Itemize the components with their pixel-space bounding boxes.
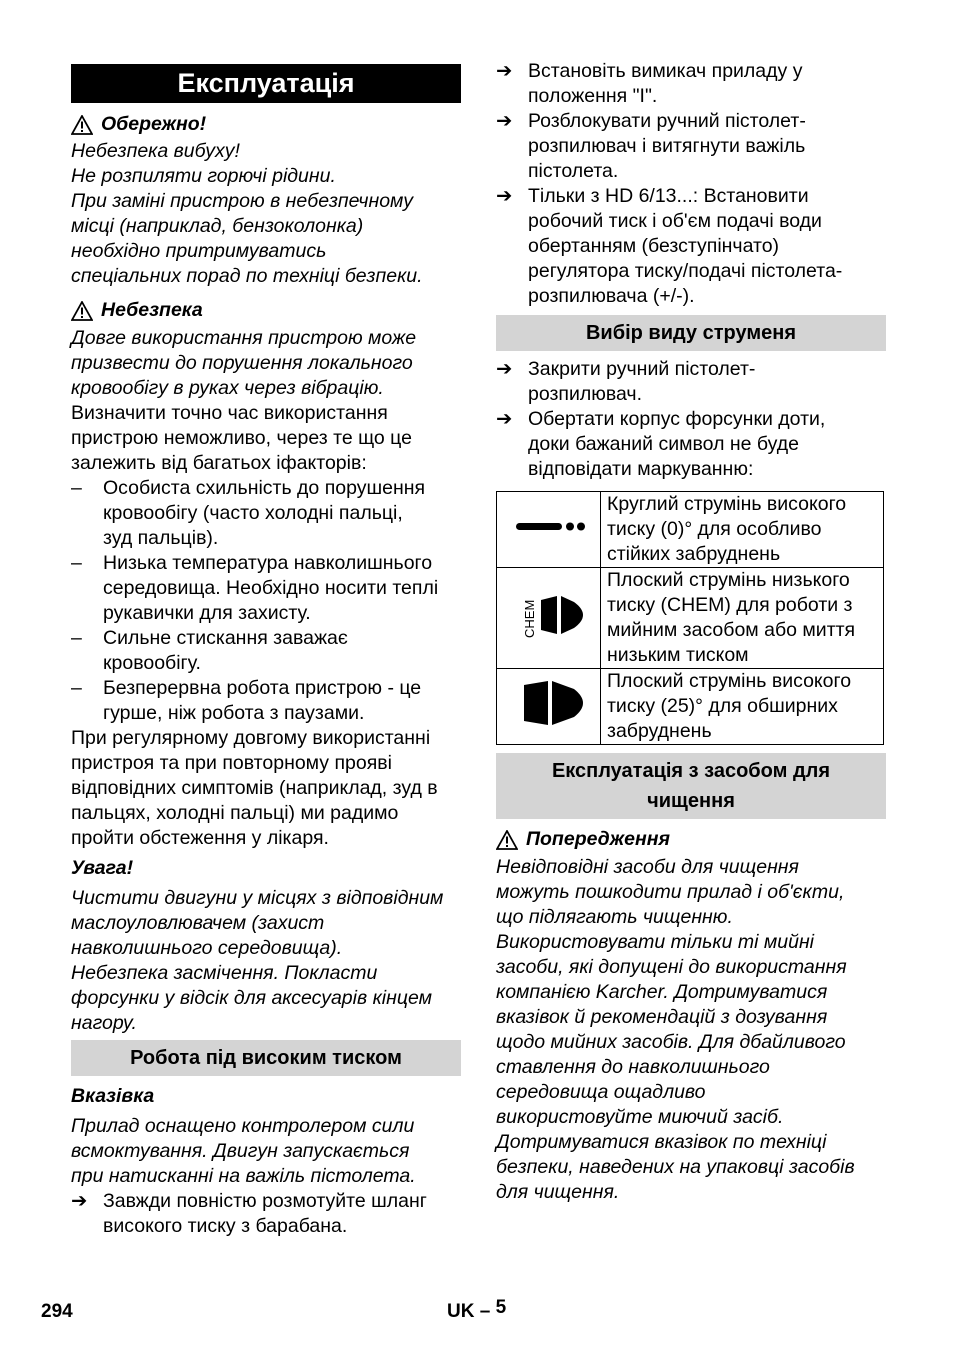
warning-line: Використовувати тільки ті мийні (496, 931, 815, 953)
arrow-right-icon: ➔ (496, 60, 513, 82)
warning-line: компанією Karcher. Дотримуватися (496, 981, 828, 1003)
attention-line: Небезпека засмічення. Покласти (71, 962, 378, 984)
list-item-line: Безперервна робота пристрою - це (103, 677, 422, 699)
factors-list (71, 476, 461, 726)
table-row (497, 669, 884, 745)
language-code: UK (447, 1301, 475, 1322)
nozzle-desc-cell (601, 669, 884, 745)
arrow-right-icon: ➔ (496, 358, 513, 380)
list-item-line: Низька температура навколишнього (103, 552, 433, 574)
attention-line: нагору. (71, 1012, 137, 1034)
jet-steps (496, 357, 886, 482)
advice-line: пристроя та при повторному прояві (71, 752, 392, 774)
chem-label: CHEM (521, 599, 537, 638)
footer-dash: – (479, 1301, 491, 1322)
jet-type-heading-text: Вибір виду струменя (585, 322, 797, 344)
nozzle-desc-line: тиску (0)° для особливо (607, 518, 822, 540)
section-page-label (447, 1299, 506, 1324)
flat-jet-icon (504, 673, 594, 733)
attention-line: Чистити двигуни у місцях з відповідним (71, 887, 444, 909)
warning-line: безпеки, наведених на упаковці засобів (496, 1156, 855, 1178)
danger-label: Небезпека (101, 299, 203, 321)
note-line: при натисканні на важіль пістолета. (71, 1165, 416, 1187)
nozzle-symbol-cell (497, 492, 601, 568)
note-label: Вказівка (71, 1085, 155, 1107)
dash-mark: – (71, 552, 82, 574)
step-line: пістолета. (528, 160, 619, 182)
step-line: Встановіть вимикач приладу у (528, 60, 803, 82)
step-line: Закрити ручний пістолет- (528, 358, 756, 380)
list-item-line: гурше, ніж робота з паузами. (103, 702, 365, 724)
nozzle-desc-cell (601, 492, 884, 568)
danger-line: залежить від багатьох іфакторів: (71, 452, 367, 474)
nozzle-desc-line: низьким тиском (607, 644, 749, 666)
step-line: обертанням (безступінчато) (528, 235, 780, 257)
list-item (71, 476, 461, 551)
attention-line: форсунки у відсік для аксесуарів кінцем (71, 987, 432, 1009)
warning-triangle-icon (496, 830, 518, 850)
danger-line: призвести до порушення локального (71, 352, 413, 374)
step-line: Розблокувати ручний пістолет- (528, 110, 806, 132)
warning-text (496, 855, 886, 1205)
list-item-line: Сильне стискання заважає (103, 627, 348, 649)
high-pressure-block (71, 1084, 461, 1239)
list-item (496, 357, 886, 407)
list-item-line: рукавички для захисту. (103, 602, 311, 624)
round-jet-icon (504, 511, 594, 541)
page-number: 294 (41, 1301, 73, 1322)
danger-text (71, 326, 461, 476)
advice-line: пройти обстеження у лікаря. (71, 827, 329, 849)
steps-top (496, 59, 886, 309)
list-item (496, 407, 886, 482)
attention-label: Увага! (71, 857, 134, 879)
step-line: розпилювач і витягнути важіль (528, 135, 806, 157)
danger-line: пристрою неможливо, через те що це (71, 427, 412, 449)
warning-line: вказівок й рекомендацій з дозування (496, 1006, 828, 1028)
caution-line: місці (наприклад, бензоколонка) (71, 215, 364, 237)
nozzle-desc-line: тиску (25)° для обширних (607, 695, 838, 717)
nozzle-desc-cell (601, 568, 884, 669)
detergent-heading-line: Експлуатація з засобом для (551, 760, 831, 782)
danger-line: Довге використання пристрою може (71, 327, 417, 349)
warning-triangle-icon (71, 301, 93, 321)
high-pressure-heading (71, 1040, 461, 1076)
danger-line: Визначити точно час використання (71, 402, 388, 424)
nozzle-desc-line: стійких забруднень (607, 543, 781, 565)
list-item-line: кровообігу. (103, 652, 201, 674)
nozzle-desc-line: тиску (CHEM) для роботи з (607, 594, 853, 616)
list-item (71, 1189, 461, 1239)
caution-line: необхідно притримуватись (71, 240, 327, 262)
nozzle-desc-line: мийним засобом або миття (607, 619, 856, 641)
note-line: Прилад оснащено контролером сили (71, 1115, 415, 1137)
list-item (71, 676, 461, 726)
danger-line: кровообігу в руках через вібрацію. (71, 377, 384, 399)
warning-line: ставлення до навколишнього (496, 1056, 770, 1078)
warning-line: Невідповідні засоби для чищення (496, 856, 799, 878)
list-item-line: кровообігу (часто холодні пальці, (103, 502, 403, 524)
list-item (496, 59, 886, 109)
caution-text (71, 139, 461, 289)
high-pressure-heading-text: Робота під високим тиском (130, 1047, 402, 1069)
attention-line: маслоуловлювачем (захист (71, 912, 325, 934)
arrow-right-icon: ➔ (71, 1190, 88, 1212)
list-item (496, 184, 886, 309)
note-text (71, 1114, 461, 1189)
warning-line: можуть пошкодити прилад і об'єкти, (496, 881, 845, 903)
caution-line: спеціальних порад по техніці безпеки. (71, 265, 423, 287)
step-line: регулятора тиску/подачі пістолета- (528, 260, 843, 282)
table-row (497, 492, 884, 568)
step-line: Завжди повністю розмотуйте шланг (103, 1190, 427, 1212)
advice-text (71, 726, 461, 851)
table-row (497, 568, 884, 669)
warning-heading (496, 827, 886, 852)
danger-heading (71, 298, 461, 323)
attention-line: навколишнього середовища). (71, 937, 343, 959)
jet-type-heading (496, 315, 886, 351)
warning-line: використовуйте миючий засіб. (496, 1106, 784, 1128)
step-line: високого тиску з барабана. (103, 1215, 348, 1237)
caution-heading (71, 112, 461, 137)
detergent-heading (496, 753, 886, 819)
step-line: робочий тиск і об'єм подачі води (528, 210, 822, 232)
nozzle-symbol-cell (497, 669, 601, 745)
nozzle-table (496, 491, 884, 745)
step-line: Тільки з HD 6/13...: Встановити (528, 185, 809, 207)
dash-mark: – (71, 477, 82, 499)
advice-line: відповідних симптомів (наприклад, зуд в (71, 777, 438, 799)
dash-mark: – (71, 627, 82, 649)
arrow-right-icon: ➔ (496, 408, 513, 430)
step-line: доки бажаний символ не буде (528, 433, 799, 455)
step-line: Обертати корпус форсунки доти, (528, 408, 826, 430)
caution-block (71, 112, 461, 1036)
step-line: розпилювача (+/-). (528, 285, 695, 307)
note-line: всмоктування. Двигун запускається (71, 1140, 410, 1162)
section-title (71, 64, 461, 103)
advice-line: пальцях, холодні пальці) ми радимо (71, 802, 399, 824)
nozzle-desc-line: Круглий струмінь високого (607, 493, 847, 515)
caution-label: Обережно! (101, 113, 207, 135)
arrow-right-icon: ➔ (496, 110, 513, 132)
section-page-number: 5 (495, 1297, 507, 1318)
warning-line: Дотримуватися вказівок по техніці (496, 1131, 827, 1153)
step-line: розпилювач. (528, 383, 643, 405)
warning-triangle-icon (71, 115, 93, 135)
list-item (71, 551, 461, 626)
list-item (496, 109, 886, 184)
nozzle-desc-line: Плоский струмінь низького (607, 569, 850, 591)
section-title-text: Експлуатація (177, 68, 355, 98)
advice-line: При регулярному довгому використанні (71, 727, 431, 749)
list-item (71, 626, 461, 676)
caution-line: При заміні пристрою в небезпечному (71, 190, 413, 212)
warning-line: середовища ощадливо (496, 1081, 706, 1103)
detergent-heading-line: чищення (647, 790, 735, 812)
warning-line: засоби, які допущені до використання (496, 956, 847, 978)
step-line: положення "I". (528, 85, 658, 107)
warning-line: що підлягають чищенню. (496, 906, 733, 928)
list-item-line: Особиста схильність до порушення (103, 477, 426, 499)
arrow-right-icon: ➔ (496, 185, 513, 207)
caution-line: Не розпиляти горючі рідини. (71, 165, 336, 187)
warning-label: Попередження (526, 828, 670, 850)
nozzle-desc-line: забруднень (607, 720, 712, 742)
step-line: відповідати маркуванню: (528, 458, 754, 480)
warning-line: щодо мийних засобів. Для дбайливого (496, 1031, 846, 1053)
caution-line: Небезпека вибуху! (71, 140, 240, 162)
nozzle-symbol-cell (497, 568, 601, 669)
nozzle-desc-line: Плоский струмінь високого (607, 670, 852, 692)
list-item-line: зуд пальців). (103, 527, 219, 549)
warning-line: для чищення. (496, 1181, 620, 1203)
dash-mark: – (71, 677, 82, 699)
attention-text (71, 886, 461, 1036)
list-item-line: середовища. Необхідно носити теплі (103, 577, 439, 599)
detergent-warning-block (496, 827, 886, 1205)
chem-flat-jet-icon (504, 580, 594, 650)
